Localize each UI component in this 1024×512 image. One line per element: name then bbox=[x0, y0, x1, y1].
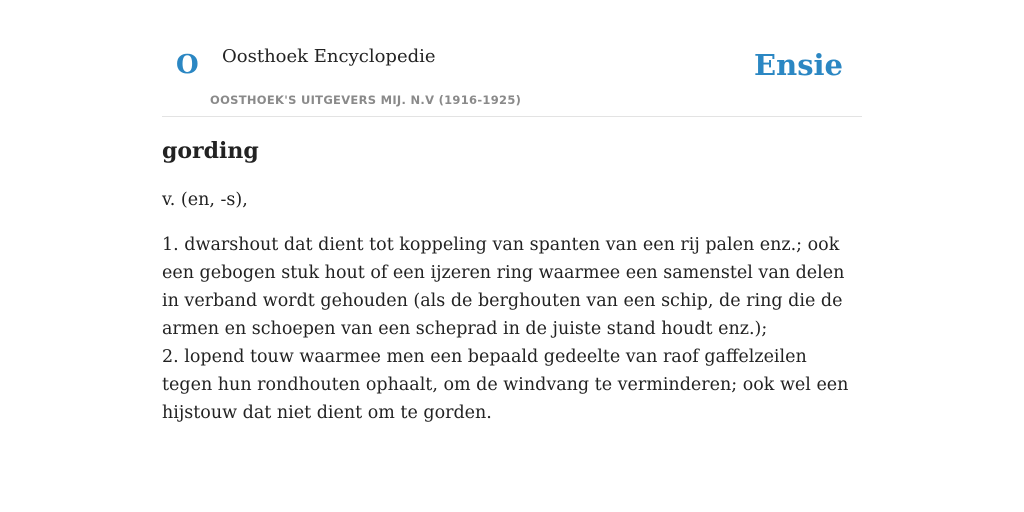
encyclopedia-logo[interactable]: O bbox=[176, 50, 199, 80]
definition-item: 1. dwarshout dat dient tot koppeling van spanten van een rij palen enz.; ook een gebogen stuk hout of een ijzeren ring waarmee een samenstel van delen in verband wordt gehouden (als de berghouten van een schip, de ring die de armen en schoepen van een scheprad in de juiste stand houdt enz.); bbox=[162, 235, 845, 340]
entry-headword: gording bbox=[162, 138, 259, 164]
encyclopedia-title[interactable]: Oosthoek Encyclopedie bbox=[222, 46, 436, 67]
encyclopedia-header bbox=[162, 0, 862, 117]
dictionary-entry bbox=[162, 138, 862, 427]
ensie-brand-link[interactable]: Ensie bbox=[754, 48, 843, 82]
publisher-label: OOSTHOEK'S UITGEVERS MIJ. N.V (1916-1925) bbox=[210, 93, 522, 107]
grammar-info: v. (en, -s), bbox=[162, 190, 248, 211]
definition-item: 2. lopend touw waarmee men een bepaald gedeelte van raof gaffelzeilen tegen hun rondhouten ophaalt, om de windvang te verminderen; ook wel een hijstouw dat niet dient om te gorden. bbox=[162, 347, 849, 424]
definition-list bbox=[162, 231, 862, 427]
